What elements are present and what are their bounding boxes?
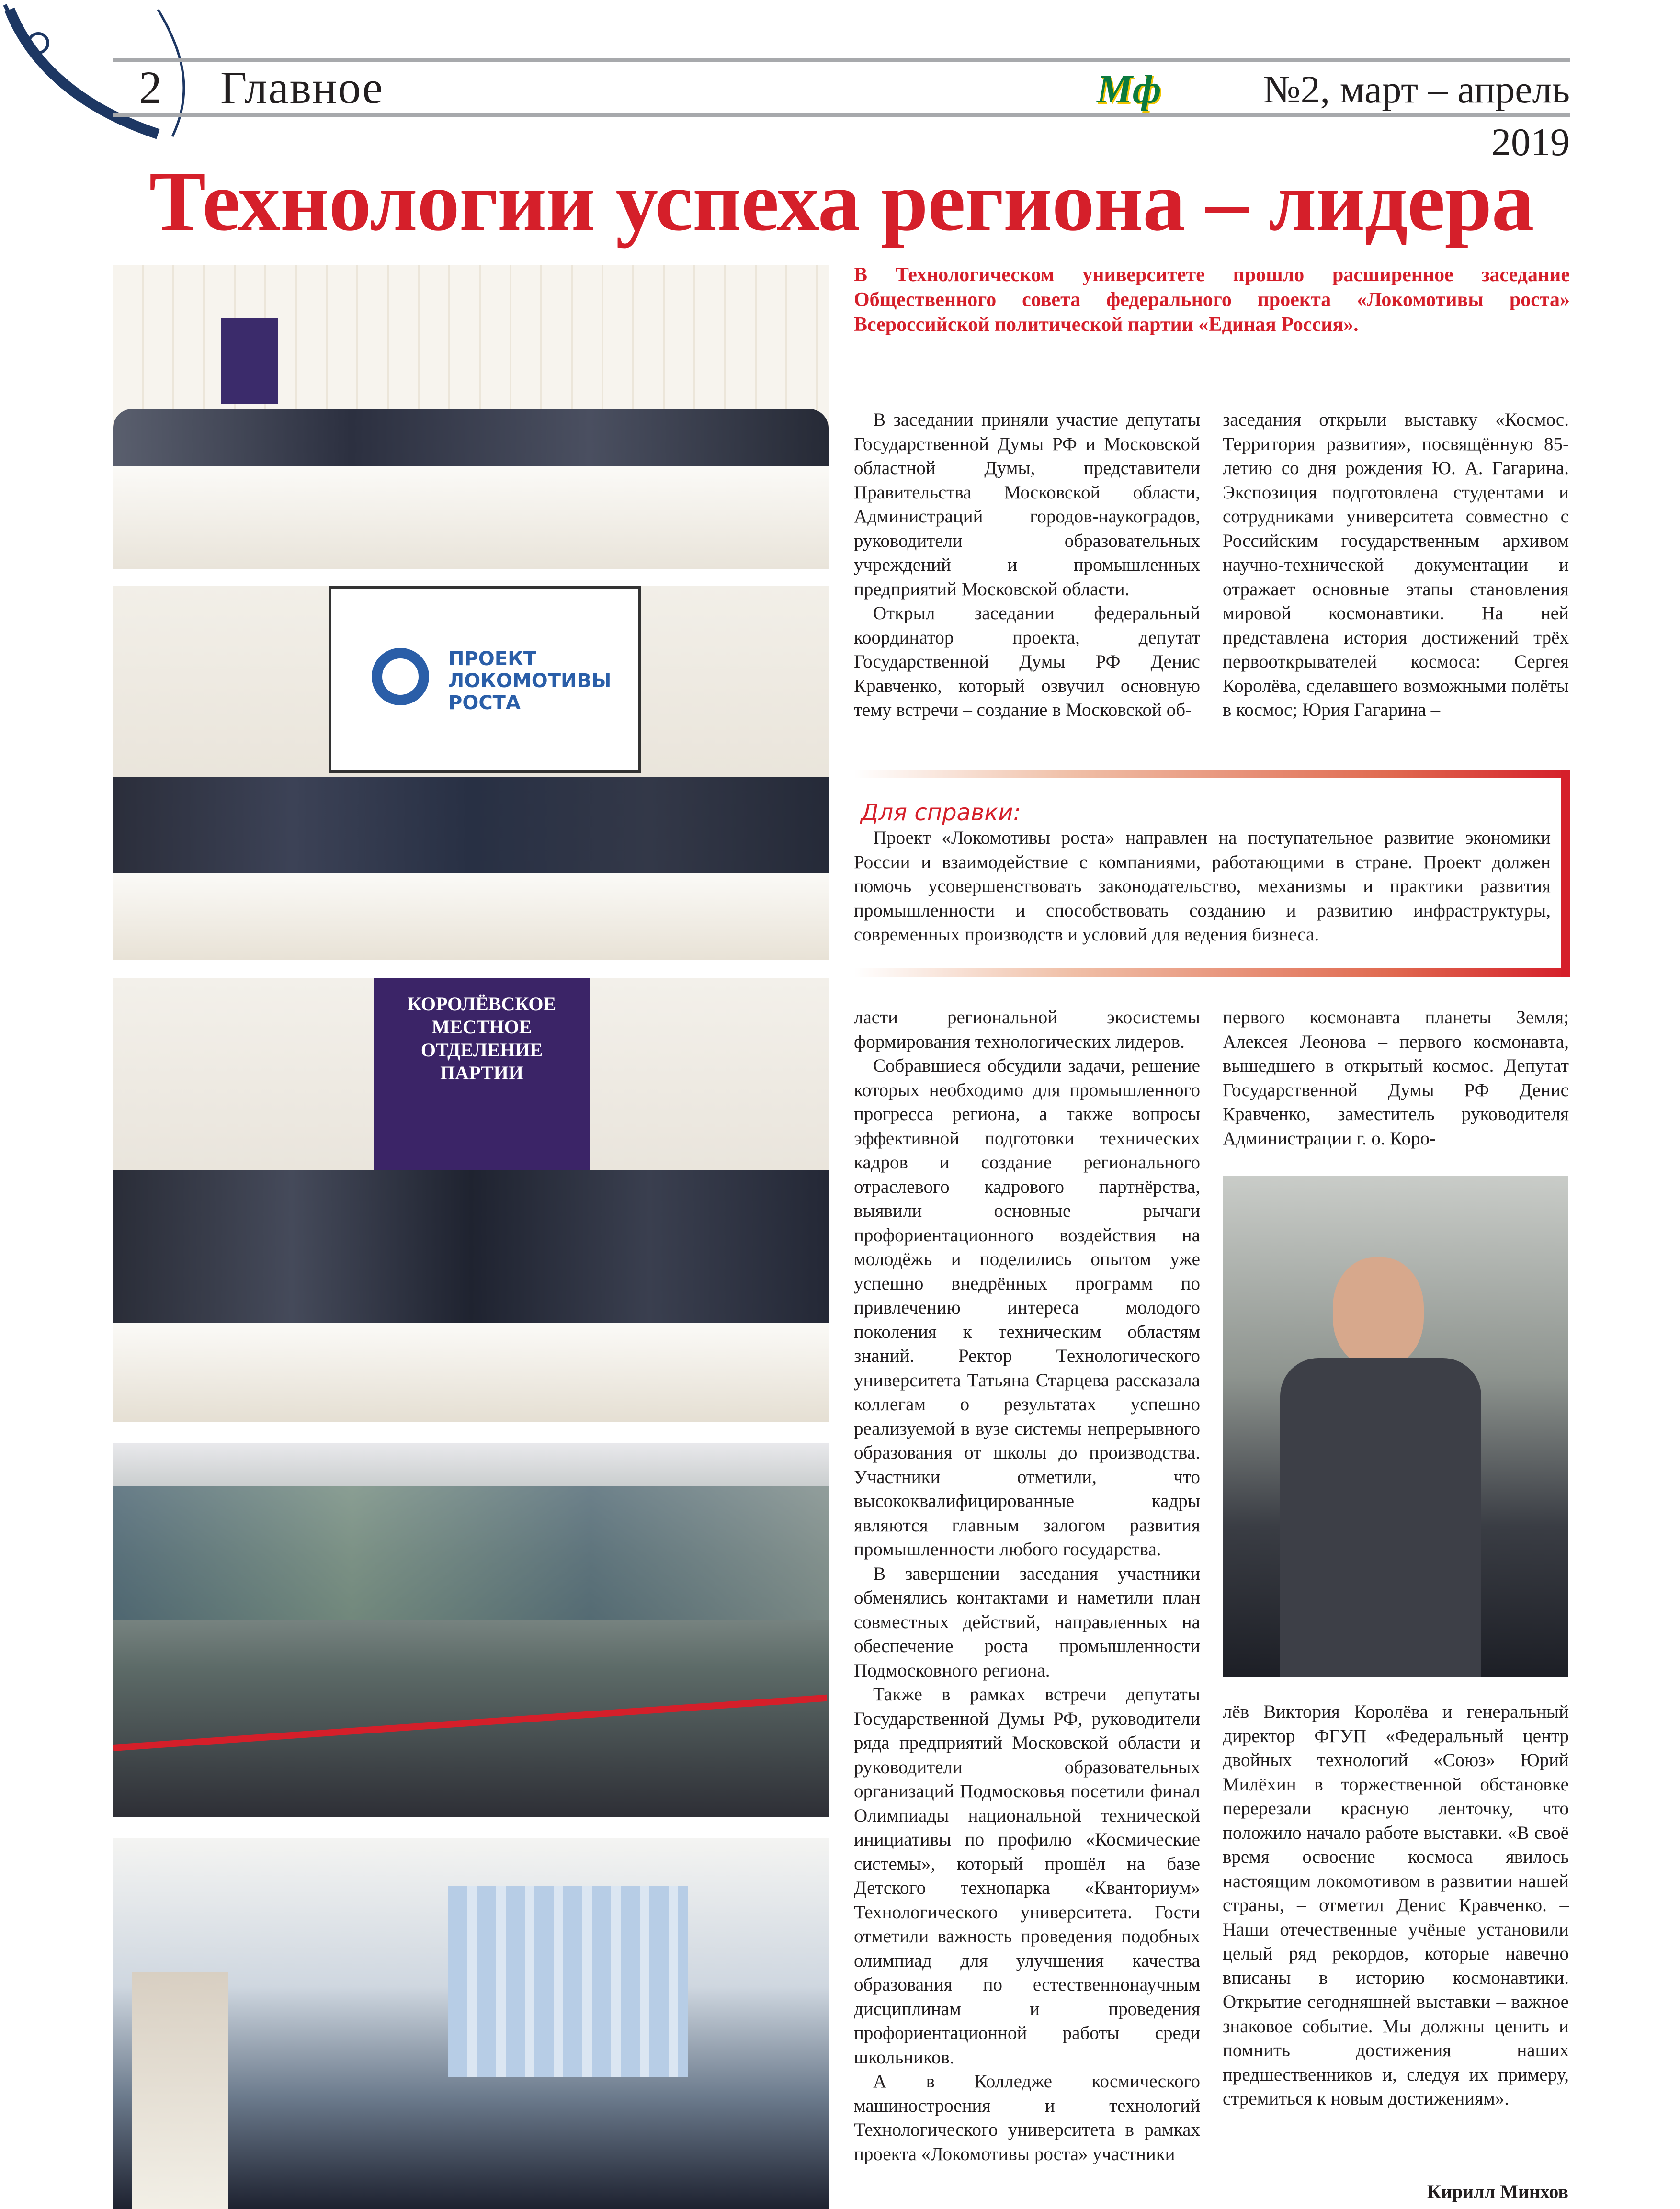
photo-presidium [113,586,829,960]
newspaper-logo: Мф [1097,67,1161,112]
paragraph: Открыл заседании федеральный координатор проекта, депутат Государственной Думы РФ Денис Кравченко, который озвучил основную тему встречи – создание в Московской об- [854,603,1200,720]
gear-icon [372,648,429,705]
rocket-icon [0,0,211,139]
paragraph: Также в рамках встречи депутаты Государственной Думы РФ, руководители ряда предприятий Московской области и руководители образовательных организаций Подмосковья посетили финал Олимпиады национальной технической инициативы по профилю «Космические системы», который прошёл на базе Детского технопарка «Кванториум» Технологического университета. Гости отметили важность проведения подобных олимпиад для улучшения качества образования по естественнонаучным дисциплинам и проведения профориентационной работы среди школьников. [854,1684,1200,2068]
party-banner-text: КОРОЛЁВСКОЕ МЕСТНОЕ ОТДЕЛЕНИЕ ПАРТИИ [407,993,556,1084]
photo-speaker [1223,1176,1568,1677]
column-b-top [1223,408,1569,723]
paragraph: А в Колледже космического машиностроения и технологий Технологического университета в рамках проекта «Локомотивы роста» участники [854,2071,1200,2164]
issue-date: №2, март – апрель 2019 [1263,68,1570,164]
column-b-middle [1223,1006,1569,1151]
photo-meeting-table [113,265,829,569]
article-lead: В Технологическом университете прошло расширенное заседание Общественного совета федерального проекта «Локомотивы роста» Всероссийской политической партии «Единая Россия». [854,264,1570,336]
screen-project-logo: ПРОЕКТ ЛОКОМОТИВЫ РОСТА [448,648,612,714]
column-a-bottom [854,1006,1200,2166]
page-number: 2 [139,62,162,113]
photo-ribbon-cutting [113,1443,829,1817]
paragraph: ласти региональной экосистемы формирования технологических лидеров. [854,1007,1200,1052]
paragraph: первого космонавта планеты Земля; Алексея Леонова – первого космонавта, вышедшего в открытый космос. Депутат Государственной Думы РФ Денис Кравченко, заместитель руководителя Администрации г. о. Коро- [1223,1007,1569,1149]
paragraph: заседания открыли выставку «Космос. Территория развития», посвящённую 85-летию со дня рождения Ю. А. Гагарина. Экспозиция подготовлена студентами и сотрудниками университета совместно с Российским государственным архивом научно-технической документации и отражает основные этапы становления мировой космонавтики. На ней представлена история достижений трёх первооткрывателей космоса: Сергея Королёва, сделавшего возможными полёты в космос; Юрия Гагарина – [1223,409,1569,720]
section-title: Главное [220,62,384,113]
column-a-top [854,408,1200,723]
paragraph: лёв Виктория Королёва и генеральный директор ФГУП «Федеральный центр двойных технологий «Союз» Юрий Милёхин в торжественной обстановке перерезали красную ленточку, что положило начало работе выставки. «В своё время освоение космоса явилось настоящим локомотивом в развитии нашей страны, – отметил Денис Кравченко. – Наши отечественные учёные установили целый ряд рекордов, которые навечно вписаны в историю космонавтики. Открытие сегодняшней выставки – важное знаковое событие. Мы должны ценить и помнить достижения наших предшественников и, следуя их примеру, стремиться к новым достижениям». [1223,1701,1569,2109]
paragraph: В завершении заседания участники обменялись контактами и наметили план совместных действий, направленных на обеспечение роста промышленности Подмосковного региона. [854,1563,1200,1681]
reference-box [854,770,1570,977]
author-signature: Кирилл Минхов [1427,2181,1568,2202]
reference-text: Проект «Локомотивы роста» направлен на поступательное развитие экономики России и взаимодействие с компаниями, работающими в стране. Проект должен помочь усовершенствовать законодательство, механизмы и практики развития промышленности и способствовать созданию и развитию инфраструктуры, современных производств и условий для ведения бизнеса. [854,827,1551,945]
article-title: Технологии успеха региона – лидера [149,154,1534,249]
paragraph: Собравшиеся обсудили задачи, решение которых необходимо для промышленного прогресса региона, а также вопросы эффективной подготовки технических кадров и создание регионального отраслевого кадрового партнёрства, выявили основные рычаги профориентационного воздействия на молодёжь и поделились опытом уже успешно внедрённых программ по привлечению интереса молодого поколения к техническим областям знаний. Ректор Технологического университета Татьяна Старцева рассказала коллегам о результатах успешно реализуемой в вузе системы непрерывного образования от школы до производства. Участники отметили, что высококвалифицированные кадры являются главным залогом развития промышленности любого государства. [854,1055,1200,1560]
red-ribbon [113,1695,827,1751]
photo-exhibition [113,1838,829,2209]
column-b-bottom [1223,1700,1569,2111]
reference-title: Для справки: [861,799,1021,826]
photo-party-banner [113,978,829,1422]
paragraph: В заседании приняли участие депутаты Государственной Думы РФ и Московской областной Думы, представители Правительства Московской области, Администраций городов-наукоградов, руководители образовательных учреждений и промышленных предприятий Московской области. [854,409,1200,600]
